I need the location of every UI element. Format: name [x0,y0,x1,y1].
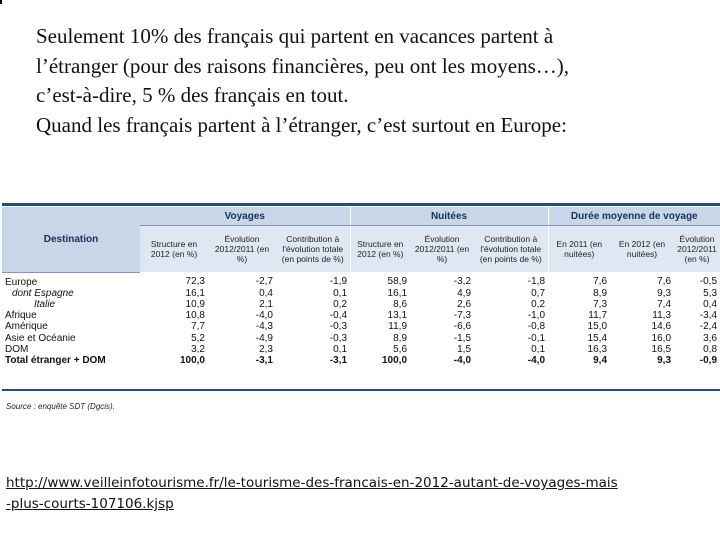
col-header: Évolution 2012/2011 (en %) [410,226,474,273]
table-cell: -1,5 [453,332,472,344]
table-cell: -0,3 [329,332,348,344]
table-cell: -3,4 [699,310,718,322]
table-row-europe [2,272,720,288]
table-cell: 9,3 [657,354,672,366]
col-header: En 2012 (en nuitées) [610,226,674,273]
col-header: Structure en 2012 (en %) [350,226,410,273]
table-cell: -3,2 [453,276,472,288]
table-row-italie [2,299,720,310]
col-header: Évolution 2012/2011 (en %) [208,226,276,273]
table-cell: -6,6 [453,321,472,333]
table-cell: 16,3 [587,343,608,355]
row-label: Total étranger + DOM [5,354,106,366]
table-cell: 16,1 [185,287,205,299]
table-cell: 8,9 [593,287,608,299]
group-nuitees: Nuitées [350,207,548,226]
travel-statistics-table [2,203,720,418]
table-cell: 13,1 [387,310,408,322]
intro-line-3: c’est-à-dire, 5 % des français en tout. [36,83,349,107]
table-cell: -3,1 [329,354,348,366]
row-label: Amérique [5,321,48,333]
table-cell: 0,1 [333,343,348,355]
row-label: Europe [5,276,38,288]
table-cell: 0,2 [333,298,348,310]
table-cell: 0,8 [703,343,718,355]
table-cell: -0,1 [527,332,546,344]
table-cell: 5,6 [393,343,408,355]
destination-table [2,207,720,366]
source-link[interactable] [6,473,696,515]
table-cell: 10,8 [185,310,205,322]
table-cell: 100,0 [179,354,205,366]
table-cell: 7,7 [191,321,205,333]
table-cell: -4,0 [453,354,472,366]
table-cell: 2,1 [259,298,273,310]
group-duree: Durée moyenne de voyage [548,207,720,226]
table-cell: -0,9 [699,354,718,366]
destination-header: Destination [2,207,140,272]
table-cell: 2,6 [457,298,472,310]
table-cell: 11,3 [652,310,672,322]
intro-line-1: Seulement 10% des français qui partent en vacances partent à [36,24,554,48]
table-cell: -0,8 [527,321,546,333]
table-cell: 16,5 [651,343,672,355]
table-cell: -4,0 [255,310,273,322]
table-cell: -4,3 [255,321,273,333]
intro-line-2: l’étranger (pour des raisons financières, peu ont les moyens…), [36,53,569,78]
table-row-amerique [2,321,720,332]
table-cell: 8,6 [393,298,408,310]
table-cell: 0,1 [333,287,348,299]
table-cell: 1,5 [457,343,472,355]
intro-line-4: Quand les français partent à l’étranger, c’est surtout en Europe: [36,112,567,137]
col-header: En 2011 (en nuitées) [548,226,610,273]
table-cell: 100,0 [381,354,408,366]
table-cell: 3,6 [703,332,718,344]
table-cell: 14,6 [651,321,672,333]
table-cell: 15,0 [587,321,608,333]
table-cell: 3,2 [191,343,205,355]
table-cell: -0,4 [329,310,348,322]
col-header: Contribution à l'évolution totale (en points de %) [276,226,350,273]
table-cell: -2,7 [255,276,273,288]
col-header: Évolution 2012/2011 (en %) [674,226,720,273]
table-cell: 2,3 [259,343,273,355]
table-row-total [2,355,720,366]
group-header-row [2,207,720,226]
table-cell: -1,0 [527,310,546,322]
row-label: Italie [34,298,56,310]
table-source-note: Source : enquête SDT (Dgcis). [6,402,115,411]
col-header: Contribution à l'évolution totale (en points de %) [474,226,548,273]
table-cell: -2,4 [699,321,718,333]
table-cell: 72,3 [185,276,205,288]
table-cell: 0,4 [259,287,273,299]
table-bottom-rule [2,389,720,391]
row-label: DOM [5,343,29,355]
row-label: dont Espagne [12,287,74,299]
table-cell: -1,8 [527,276,546,288]
table-cell: -7,3 [453,310,472,322]
table-cell: -0,5 [699,276,718,288]
corner-mark [0,0,2,4]
table-cell: 0,1 [531,343,546,355]
table-cell: 11,7 [588,310,608,322]
table-cell: 0,7 [531,287,546,299]
table-cell: 9,4 [593,354,608,366]
table-cell: 8,9 [393,332,408,344]
source-link-line-2[interactable]: -plus-courts-107106.kjsp [6,496,174,512]
table-cell: 58,9 [387,276,408,288]
table-cell: -4,9 [255,332,273,344]
table-cell: 0,4 [703,298,718,310]
table-cell: -0,3 [329,321,348,333]
table-cell: 0,2 [531,298,546,310]
table-cell: 7,4 [657,298,672,310]
table-cell: 10,9 [185,298,205,310]
table-cell: 5,2 [191,332,205,344]
table-row-afrique [2,310,720,321]
table-cell: -4,0 [527,354,546,366]
table-top-rule [2,203,720,206]
table-cell: 11,9 [388,321,408,333]
table-cell: 16,0 [651,332,672,344]
table-cell: -3,1 [255,354,273,366]
table-cell: 7,6 [593,276,608,288]
col-header: Structure en 2012 (en %) [140,226,208,273]
table-cell: -1,9 [329,276,348,288]
row-label: Asie et Océanie [5,332,76,344]
table-row-espagne [2,288,720,299]
table-cell: 5,3 [703,287,718,299]
table-cell: 15,4 [587,332,608,344]
table-row-dom [2,344,720,355]
table-cell: 16,1 [387,287,408,299]
table-cell: 7,3 [593,298,608,310]
intro-paragraph [36,22,696,140]
source-link-line-1[interactable]: http://www.veilleinfotourisme.fr/le-tourisme-des-francais-en-2012-autant-de-voyages-mais [6,475,618,491]
group-voyages: Voyages [140,207,350,226]
table-cell: 7,6 [657,276,672,288]
row-label: Afrique [5,310,37,322]
table-row-asie-oceanie [2,333,720,344]
table-cell: 9,3 [657,287,672,299]
table-cell: 4,9 [457,287,472,299]
